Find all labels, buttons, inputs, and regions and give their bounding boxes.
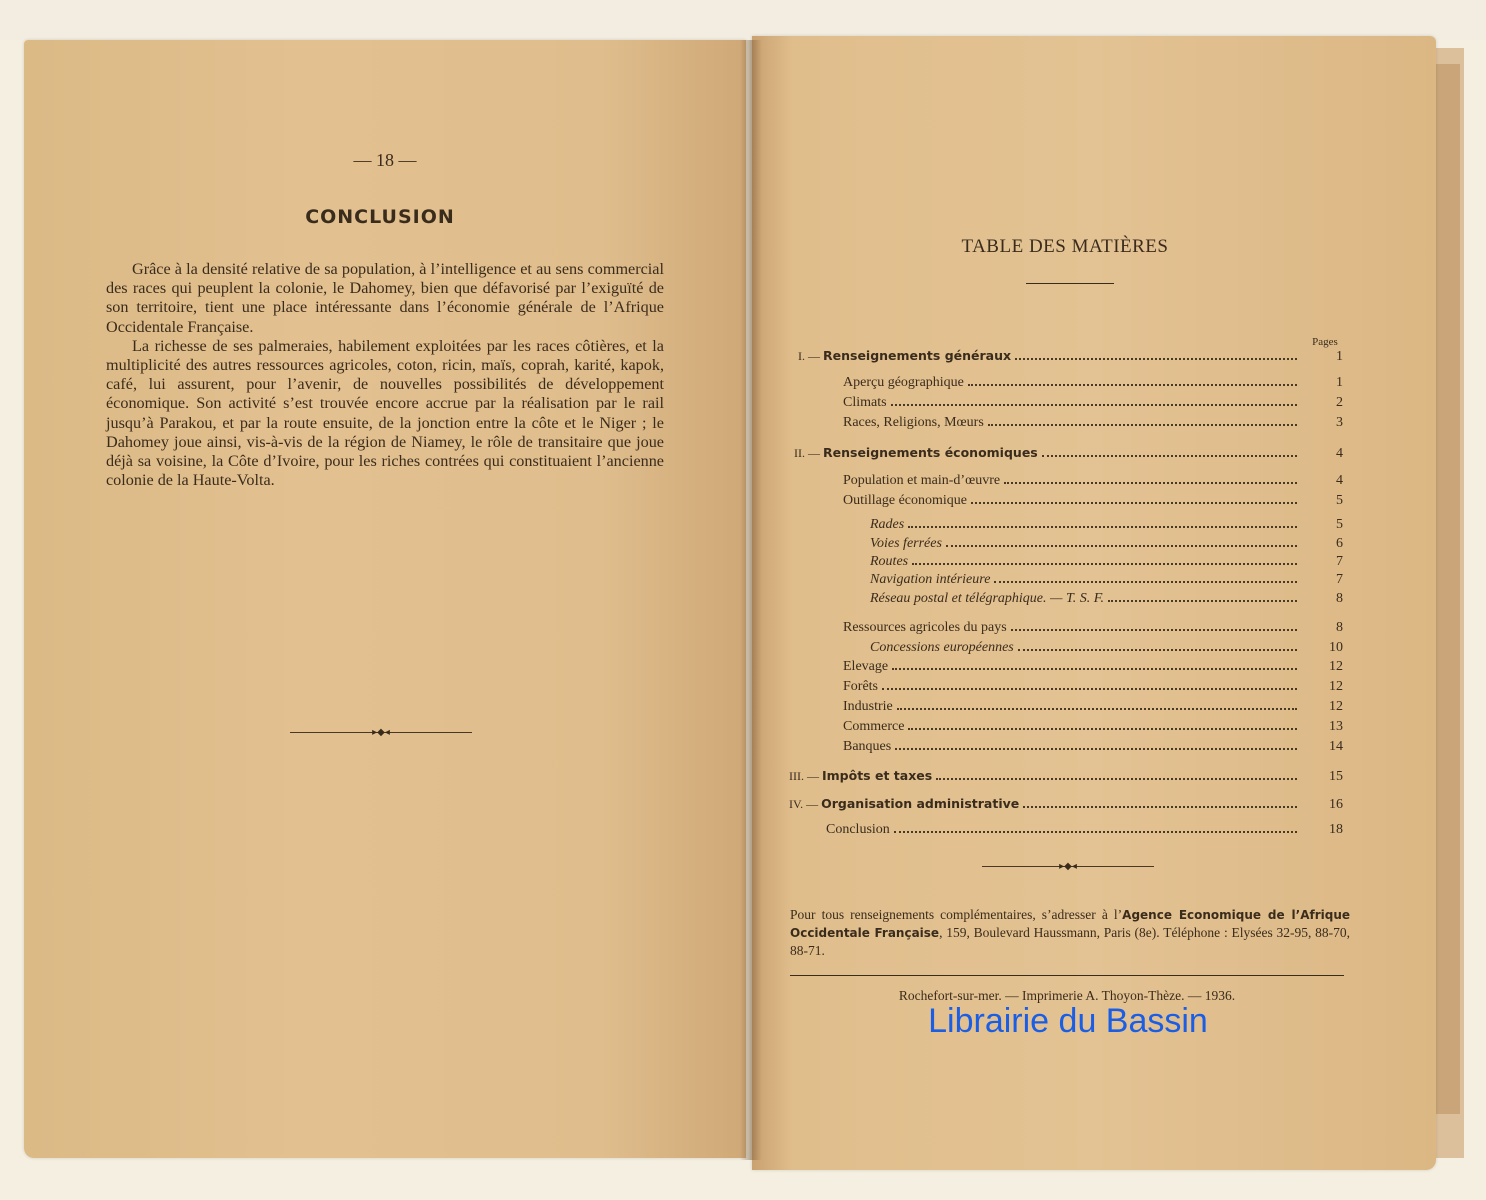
toc-page-number: 16 bbox=[1329, 797, 1343, 812]
toc-row bbox=[843, 678, 1343, 696]
toc-entry-text: Renseignements généraux bbox=[823, 348, 1012, 363]
contact-note-intro: Pour tous renseignements complémentaires, s’adresser à l’ bbox=[790, 907, 1123, 922]
contact-note-agency: Agence Economique de l’Afrique Occidentale Française bbox=[790, 908, 1350, 940]
toc-dot-leader bbox=[912, 563, 1297, 565]
toc-entry-label bbox=[843, 678, 878, 696]
footer-rule bbox=[790, 975, 1344, 976]
toc-entry-label bbox=[789, 795, 1019, 814]
toc-row bbox=[826, 821, 1343, 839]
toc-dot-leader bbox=[1004, 482, 1297, 484]
toc-entry-text: Population et main-d’œuvre bbox=[843, 473, 1001, 488]
toc-row bbox=[798, 347, 1343, 366]
toc-row bbox=[843, 718, 1343, 736]
toc-page-number: 1 bbox=[1336, 375, 1343, 390]
toc-entry-label bbox=[843, 472, 1000, 490]
toc-dot-leader bbox=[1015, 358, 1297, 360]
toc-entry-label bbox=[843, 718, 904, 736]
conclusion-body bbox=[106, 260, 664, 490]
toc-row bbox=[843, 374, 1343, 392]
toc-row bbox=[870, 535, 1343, 553]
toc-entry-label bbox=[826, 821, 890, 839]
toc-dot-leader bbox=[1018, 649, 1297, 651]
toc-page-number: 5 bbox=[1336, 517, 1343, 532]
book-spine bbox=[740, 40, 762, 1160]
toc-entry-text: Voies ferrées bbox=[870, 536, 942, 551]
toc-entry-text: Rades bbox=[870, 517, 905, 532]
toc-row bbox=[789, 767, 1343, 786]
toc-section-number: III. — bbox=[789, 769, 822, 783]
toc-entry-text: Conclusion bbox=[826, 822, 890, 837]
toc-entry-text: Forêts bbox=[843, 679, 878, 694]
toc-row bbox=[870, 553, 1343, 571]
toc-page-number: 4 bbox=[1336, 446, 1343, 461]
toc-page-number: 2 bbox=[1336, 395, 1343, 410]
toc-row bbox=[870, 516, 1343, 534]
toc-page-number: 6 bbox=[1336, 536, 1343, 551]
toc-row bbox=[870, 590, 1343, 608]
toc-row bbox=[870, 571, 1343, 589]
toc-dot-leader bbox=[1042, 455, 1297, 457]
toc-dot-leader bbox=[988, 424, 1297, 426]
toc-entry-label bbox=[789, 767, 932, 786]
toc-dot-leader bbox=[897, 708, 1297, 710]
toc-page-number: 7 bbox=[1336, 554, 1343, 569]
toc-page-number: 12 bbox=[1329, 659, 1343, 674]
toc-dot-leader bbox=[908, 728, 1297, 730]
toc-dot-leader bbox=[894, 831, 1297, 833]
toc-entry-text: Aperçu géographique bbox=[843, 375, 964, 390]
toc-row bbox=[843, 472, 1343, 490]
toc-page-number: 14 bbox=[1329, 739, 1343, 754]
toc-section-number: IV. — bbox=[789, 797, 822, 811]
toc-dot-leader bbox=[891, 404, 1297, 406]
ornament-divider-right bbox=[982, 862, 1154, 872]
toc-entry-label bbox=[794, 444, 1038, 463]
toc-dot-leader bbox=[1108, 600, 1297, 602]
toc-row bbox=[843, 658, 1343, 676]
toc-dot-leader bbox=[994, 581, 1297, 583]
toc-entry-text: Outillage économique bbox=[843, 493, 968, 508]
paragraph-1: Grâce à la densité relative de sa population, à l’intelligence et au sens commercial des races qui peuplent la colonie, le Dahomey, bien que défavorisé par l’exiguïté de son territoire, tient une place intéressante dans l’économie générale de l’Afrique Occidentale Française. bbox=[106, 260, 664, 336]
toc-entry-text: Commerce bbox=[843, 719, 905, 734]
toc-entry-label bbox=[798, 347, 1011, 366]
toc-entry-label bbox=[843, 658, 888, 676]
pages-column-label: Pages bbox=[1312, 336, 1338, 348]
toc-entry-text: Navigation intérieure bbox=[870, 572, 991, 587]
toc-entry-label bbox=[843, 414, 984, 432]
toc-dot-leader bbox=[895, 748, 1297, 750]
toc-entry-label bbox=[870, 535, 942, 553]
paragraph-2: La richesse de ses palmeraies, habilement exploitées par les races côtières, et la multiplicité des autres ressources agricoles, coton, ricin, maïs, coprah, karité, kapok, café, lui assurent, pour l’avenir, de nouvelles possibilités de développement économique. Son activité s’est trouvée encore accrue par la réalisation par le rail jusqu’à Parakou, et par la route ensuite, de la jonction entre la côte et le Niger ; le Dahomey joue ainsi, vis-à-vis de la région de Niamey, le rôle de transitaire que joue déjà sa voisine, la Côte d’Ivoire, pour les riches contrées qui constituaient l’ancienne colonie de la Haute-Volta. bbox=[106, 336, 664, 490]
toc-entry-label bbox=[870, 590, 1104, 608]
toc-entry-text: Elevage bbox=[843, 659, 889, 674]
toc-row bbox=[870, 639, 1343, 657]
toc-entry-label bbox=[843, 394, 887, 412]
toc-page-number: 13 bbox=[1329, 719, 1343, 734]
toc-page-number: 8 bbox=[1336, 620, 1343, 635]
toc-title-rule bbox=[1026, 283, 1114, 284]
toc-entry-text: Organisation administrative bbox=[821, 796, 1020, 811]
contact-note-address: , 159, Boulevard Haussmann, Paris (8e). Téléphone : Elysées 32-95, 88-70, 88-71. bbox=[790, 925, 1351, 958]
toc-entry-text: Races, Religions, Mœurs bbox=[843, 415, 984, 430]
toc-dot-leader bbox=[892, 668, 1297, 670]
toc-page-number: 3 bbox=[1336, 415, 1343, 430]
toc-entry-label bbox=[843, 698, 893, 716]
toc-page-number: 5 bbox=[1336, 493, 1343, 508]
toc-dot-leader bbox=[1023, 806, 1297, 808]
toc-dot-leader bbox=[882, 688, 1297, 690]
toc-dot-leader bbox=[936, 778, 1297, 780]
page-number: — 18 — bbox=[353, 150, 417, 170]
toc-entry-text: Renseignements économiques bbox=[823, 445, 1038, 460]
toc-page-number: 7 bbox=[1336, 572, 1343, 587]
toc-entry-label bbox=[870, 516, 904, 534]
printer-imprint: Rochefort-sur-mer. — Imprimerie A. Thoyon-Thèze. — 1936. bbox=[898, 988, 1236, 1003]
toc-page-number: 12 bbox=[1329, 679, 1343, 694]
toc-entry-text: Ressources agricoles du pays bbox=[843, 620, 1007, 635]
background-top bbox=[0, 0, 1486, 40]
toc-entry-label bbox=[843, 492, 967, 510]
toc-dot-leader bbox=[971, 502, 1297, 504]
conclusion-title: CONCLUSION bbox=[305, 206, 455, 228]
toc-entry-label bbox=[843, 374, 964, 392]
toc-page-number: 18 bbox=[1329, 822, 1343, 837]
toc-page-number: 12 bbox=[1329, 699, 1343, 714]
contact-note bbox=[790, 906, 1350, 960]
toc-row bbox=[843, 738, 1343, 756]
toc-entry-text: Industrie bbox=[843, 699, 893, 714]
toc-page-number: 4 bbox=[1336, 473, 1343, 488]
toc-section-number: II. — bbox=[794, 446, 823, 460]
toc-row bbox=[843, 619, 1343, 637]
toc-title: TABLE DES MATIÈRES bbox=[961, 236, 1169, 257]
toc-entry-text: Banques bbox=[843, 739, 892, 754]
toc-dot-leader bbox=[968, 384, 1297, 386]
toc-entry-label bbox=[843, 738, 891, 756]
toc-entry-text: Réseau postal et télégraphique. — T. S. F. bbox=[870, 591, 1104, 606]
toc-row bbox=[843, 492, 1343, 510]
toc-dot-leader bbox=[908, 526, 1297, 528]
toc-dot-leader bbox=[946, 545, 1297, 547]
toc-dot-leader bbox=[1011, 629, 1297, 631]
watermark: Librairie du Bassin bbox=[928, 1002, 1208, 1040]
toc-page-number: 1 bbox=[1336, 349, 1343, 364]
toc-row bbox=[794, 444, 1343, 463]
toc-entry-label bbox=[843, 619, 1007, 637]
toc-row bbox=[843, 698, 1343, 716]
toc-entry-text: Routes bbox=[870, 554, 909, 569]
toc-row bbox=[843, 394, 1343, 412]
ornament-knot-icon: ▸◆◂ bbox=[372, 727, 390, 738]
toc-entry-text: Concessions européennes bbox=[870, 640, 1014, 655]
toc-entry-label bbox=[870, 553, 908, 571]
toc-page-number: 8 bbox=[1336, 591, 1343, 606]
toc-row bbox=[843, 414, 1343, 432]
toc-entry-text: Climats bbox=[843, 395, 887, 410]
toc-page-number: 15 bbox=[1329, 769, 1343, 784]
ornament-knot-icon: ▸◆◂ bbox=[1059, 861, 1077, 872]
toc-page-number: 10 bbox=[1329, 640, 1343, 655]
ornament-divider-left bbox=[290, 728, 472, 738]
toc-entry-text: Impôts et taxes bbox=[822, 768, 933, 783]
toc-entry-label bbox=[870, 639, 1014, 657]
toc-entry-label bbox=[870, 571, 990, 589]
toc-section-number: I. — bbox=[798, 349, 823, 363]
toc-row bbox=[789, 795, 1343, 814]
